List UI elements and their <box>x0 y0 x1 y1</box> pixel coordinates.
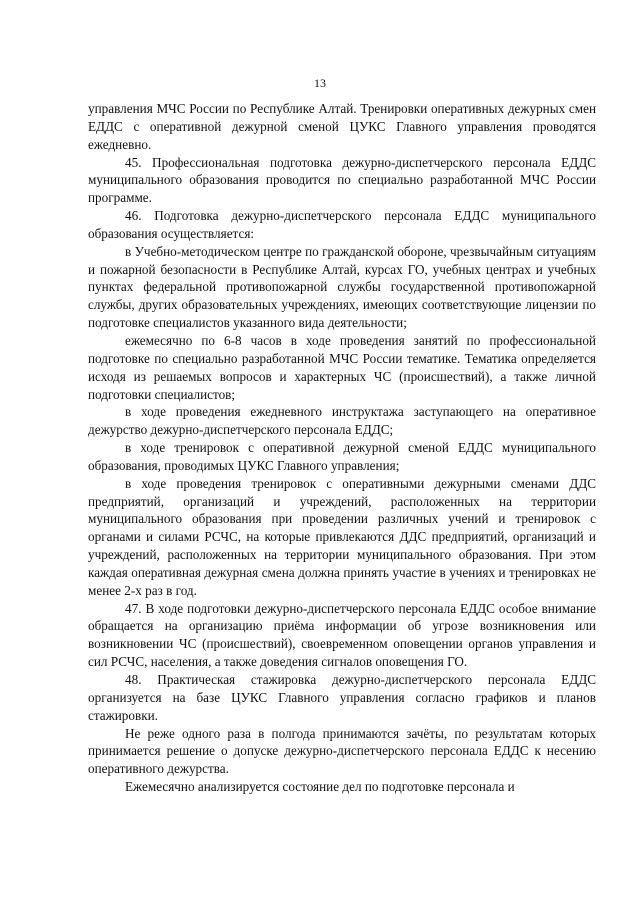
paragraph-47: 47. В ходе подготовки дежурно-диспетчерского персонала ЕДДС особое внимание обращается на организацию приёма информации об угрозе возникновения или возникновении ЧС (происшествий), своевременном оповещении органов управления и сил РСЧС, населения, а также доведения сигналов оповещения ГО. <box>88 600 596 670</box>
list-item-cuks-drills: в ходе тренировок с оперативной дежурной сменой ЕДДС муниципального образования, проводимых ЦУКС Главного управления; <box>88 440 596 473</box>
list-item-daily-briefing: в ходе проведения ежедневного инструктажа заступающего на оперативное дежурство дежурно-диспетчерского персонала ЕДДС; <box>88 404 596 438</box>
paragraph-exams: Не реже одного раза в полгода принимаются зачёты, по результатам которых принимается решение о допуске дежурно-диспетчерского персонала ЕДДС к несению оперативного дежурства. <box>88 725 596 777</box>
paragraph-monthly-analysis: Ежемесячно анализируется состояние дел по подготовке персонала и <box>125 779 515 795</box>
paragraph-46: 46. Подготовка дежурно-диспетчерского персонала ЕДДС муниципального образования осуществляется: <box>88 208 596 241</box>
list-item-dds-drills: в ходе проведения тренировок с оперативными дежурными сменами ДДС предприятий, организаций и учреждений, расположенных на территории муниципального образования при проведении различных учений и тренировок с органами и силами РСЧС, на которые привлекаются ДДС предприятий, организаций и учреждений, расположенных на территории муниципального образования. При этом каждая оперативная дежурная смена должна принять участие в учениях и тренировках не менее 2-х раз в год. <box>88 475 596 598</box>
paragraph-48: 48. Практическая стажировка дежурно-диспетчерского персонала ЕДДС организуется на базе ЦУКС Главного управления согласно графиков и планов стажировки. <box>88 672 596 723</box>
list-item-monthly-classes: ежемесячно по 6-8 часов в ходе проведения занятий по профессиональной подготовке по специально разработанной МЧС России тематике. Тематика определяется исходя из решаемых вопросов и характерных ЧС (происшествий), а также личной подготовки специалистов; <box>88 332 596 402</box>
list-item-training-center: в Учебно-методическом центре по гражданской обороне, чрезвычайным ситуациям и пожарной безопасности в Республике Алтай, курсах ГО, учебных центрах и учебных пунктах федеральной противопожарной службы государственной противопожарной службы, других образовательных учреждениях, имеющих соответствующие лицензии по подготовке специалистов указанного вида деятельности; <box>88 243 596 331</box>
page-number: 13 <box>314 76 326 90</box>
paragraph-45: 45. Профессиональная подготовка дежурно-диспетчерского персонала ЕДДС муниципального образования проводится по специально разработанной МЧС России программе. <box>88 154 596 206</box>
paragraph-continuation: управления МЧС России по Республике Алтай. Тренировки оперативных дежурных смен ЕДДС с оперативной дежурной сменой ЦУКС Главного управления проводятся ежедневно. <box>88 101 596 152</box>
body-text <box>88 100 596 796</box>
